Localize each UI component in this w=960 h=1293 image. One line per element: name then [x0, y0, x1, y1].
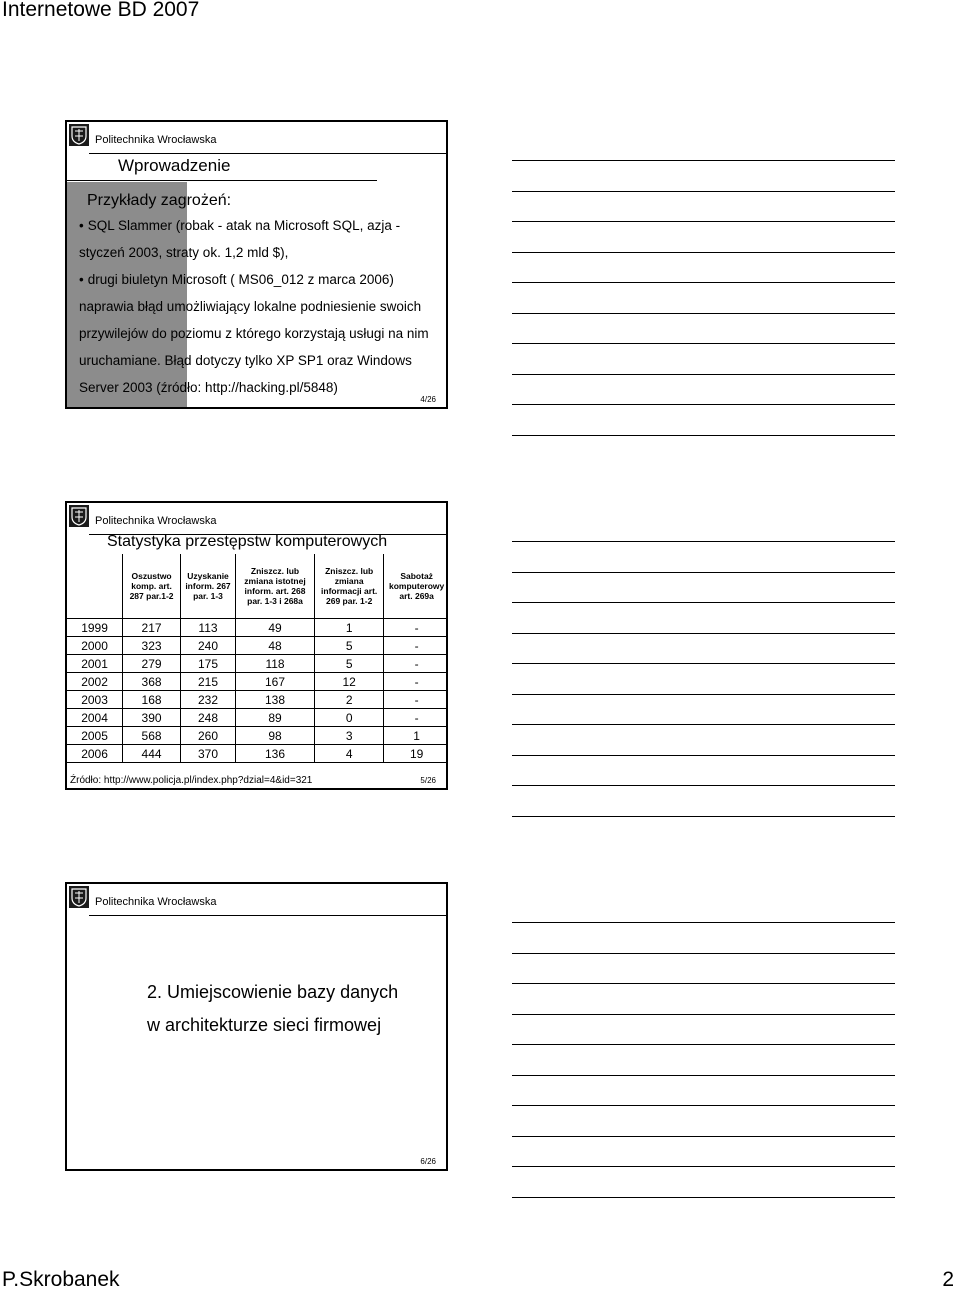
body-line: • drugi biuletyn Microsoft ( MS06_012 z marca 2006) — [79, 266, 441, 293]
column-header: Zniszcz. lub zmiana istotnej inform. art. 268 par. 1-3 i 268a — [235, 554, 314, 619]
note-line — [512, 343, 895, 344]
note-line — [512, 785, 895, 786]
table-cell: 248 — [181, 709, 236, 727]
page-header: Internetowe BD 2007 — [2, 0, 200, 21]
table-cell: 168 — [123, 691, 181, 709]
body-line: styczeń 2003, straty ok. 1,2 mld $), — [79, 245, 289, 260]
table-cell: 113 — [181, 619, 236, 637]
slide-subtitle: Przykłady zagrożeń: — [87, 192, 232, 209]
table-cell: 1 — [315, 619, 384, 637]
year-cell: 1999 — [67, 619, 123, 637]
note-line — [512, 983, 895, 984]
year-cell: 2006 — [67, 745, 123, 763]
year-cell: 2002 — [67, 673, 123, 691]
table-cell: - — [384, 709, 448, 727]
header-rule — [89, 153, 446, 154]
table-cell: 215 — [181, 673, 236, 691]
note-line — [512, 1136, 895, 1137]
table-cell: 118 — [235, 655, 314, 673]
body-line: uruchamiane. Błąd dotyczy tylko XP SP1 oraz Windows — [79, 353, 412, 368]
note-line — [512, 724, 895, 725]
table-cell: 49 — [235, 619, 314, 637]
table-cell: 89 — [235, 709, 314, 727]
table-row — [67, 727, 448, 745]
slide-number: 5/26 — [420, 776, 436, 785]
note-line — [512, 694, 895, 695]
org-name: Politechnika Wrocławska — [95, 515, 217, 527]
table-cell: 217 — [123, 619, 181, 637]
slide-6 — [65, 882, 448, 1171]
table-cell: 167 — [235, 673, 314, 691]
table-cell: 4 — [315, 745, 384, 763]
table-row — [67, 637, 448, 655]
table-cell: - — [384, 691, 448, 709]
column-header: Uzyskanie inform. 267 par. 1-3 — [181, 554, 236, 619]
note-line — [512, 435, 895, 436]
table-row — [67, 691, 448, 709]
table-cell: 390 — [123, 709, 181, 727]
university-logo-icon — [69, 505, 89, 527]
slide-title: Wprowadzenie — [118, 156, 231, 175]
note-line — [512, 1014, 895, 1015]
org-name: Politechnika Wrocławska — [95, 896, 217, 908]
table-cell: - — [384, 619, 448, 637]
table-cell: 568 — [123, 727, 181, 745]
column-header — [67, 554, 123, 619]
table-cell: 232 — [181, 691, 236, 709]
note-line — [512, 221, 895, 222]
table-cell: 5 — [315, 655, 384, 673]
header-rule — [89, 915, 446, 916]
slide-title — [147, 976, 398, 1042]
table-row — [67, 655, 448, 673]
page-number: 2 — [942, 1268, 954, 1291]
table-cell: - — [384, 673, 448, 691]
table-cell: 5 — [315, 637, 384, 655]
org-name: Politechnika Wrocławska — [95, 134, 217, 146]
table-header-row — [67, 554, 448, 619]
table-cell: 370 — [181, 745, 236, 763]
slide-title: Statystyka przestępstw komputerowych — [107, 533, 388, 550]
column-header: Zniszcz. lub zmiana informacji art. 269 par. 1-2 — [315, 554, 384, 619]
slide-body — [79, 212, 441, 401]
page-footer-author: P.Skrobanek — [2, 1268, 120, 1291]
table-cell: 323 — [123, 637, 181, 655]
notes-area — [512, 0, 895, 1293]
year-cell: 2003 — [67, 691, 123, 709]
table-cell: 48 — [235, 637, 314, 655]
table-row — [67, 619, 448, 637]
title-line: w architekturze sieci firmowej — [147, 1015, 382, 1035]
table-cell: 260 — [181, 727, 236, 745]
body-line: Server 2003 (źródło: http://hacking.pl/5848) — [79, 380, 338, 395]
note-line — [512, 252, 895, 253]
table-row — [67, 709, 448, 727]
note-line — [512, 1197, 895, 1198]
crime-statistics-table — [67, 554, 448, 763]
note-line — [512, 282, 895, 283]
note-line — [512, 922, 895, 923]
source-note: Źródło: http://www.policja.pl/index.php?dzial=4&id=321 — [70, 775, 313, 786]
note-line — [512, 374, 895, 375]
table-cell: 175 — [181, 655, 236, 673]
note-line — [512, 633, 895, 634]
table-cell: 12 — [315, 673, 384, 691]
year-cell: 2001 — [67, 655, 123, 673]
note-line — [512, 755, 895, 756]
slide-number: 4/26 — [420, 395, 436, 404]
note-line — [512, 663, 895, 664]
table-cell: - — [384, 637, 448, 655]
university-logo-icon — [69, 124, 89, 146]
university-logo-icon — [69, 886, 89, 908]
slide-4 — [65, 120, 448, 409]
table-cell: 0 — [315, 709, 384, 727]
year-cell: 2005 — [67, 727, 123, 745]
year-cell: 2000 — [67, 637, 123, 655]
table-cell: 138 — [235, 691, 314, 709]
table-cell: 1 — [384, 727, 448, 745]
year-cell: 2004 — [67, 709, 123, 727]
note-line — [512, 160, 895, 161]
note-line — [512, 1105, 895, 1106]
note-line — [512, 1044, 895, 1045]
title-line: 2. Umiejscowienie bazy danych — [147, 982, 399, 1002]
note-line — [512, 572, 895, 573]
note-line — [512, 404, 895, 405]
note-line — [512, 602, 895, 603]
note-line — [512, 1075, 895, 1076]
column-header: Oszustwo komp. art. 287 par.1-2 — [123, 554, 181, 619]
table-cell: - — [384, 655, 448, 673]
table-cell: 279 — [123, 655, 181, 673]
note-line — [512, 1166, 895, 1167]
table-cell: 240 — [181, 637, 236, 655]
note-line — [512, 313, 895, 314]
slide-number: 6/26 — [420, 1157, 436, 1166]
slide-5 — [65, 501, 448, 790]
table-cell: 444 — [123, 745, 181, 763]
table-cell: 368 — [123, 673, 181, 691]
note-line — [512, 816, 895, 817]
note-line — [512, 953, 895, 954]
table-row — [67, 745, 448, 763]
note-line — [512, 191, 895, 192]
body-line: naprawia błąd umożliwiający lokalne podniesienie swoich — [79, 299, 422, 314]
column-header: Sabotaż komputerowy art. 269a — [384, 554, 448, 619]
table-cell: 3 — [315, 727, 384, 745]
body-line: • SQL Slammer (robak - atak na Microsoft SQL, azja - — [79, 212, 441, 239]
title-rule — [67, 180, 377, 181]
table-cell: 136 — [235, 745, 314, 763]
table-cell: 2 — [315, 691, 384, 709]
body-line: przywilejów do poziomu z którego korzystają usługi na nim — [79, 326, 429, 341]
note-line — [512, 541, 895, 542]
table-cell: 19 — [384, 745, 448, 763]
table-cell: 98 — [235, 727, 314, 745]
table-row — [67, 673, 448, 691]
